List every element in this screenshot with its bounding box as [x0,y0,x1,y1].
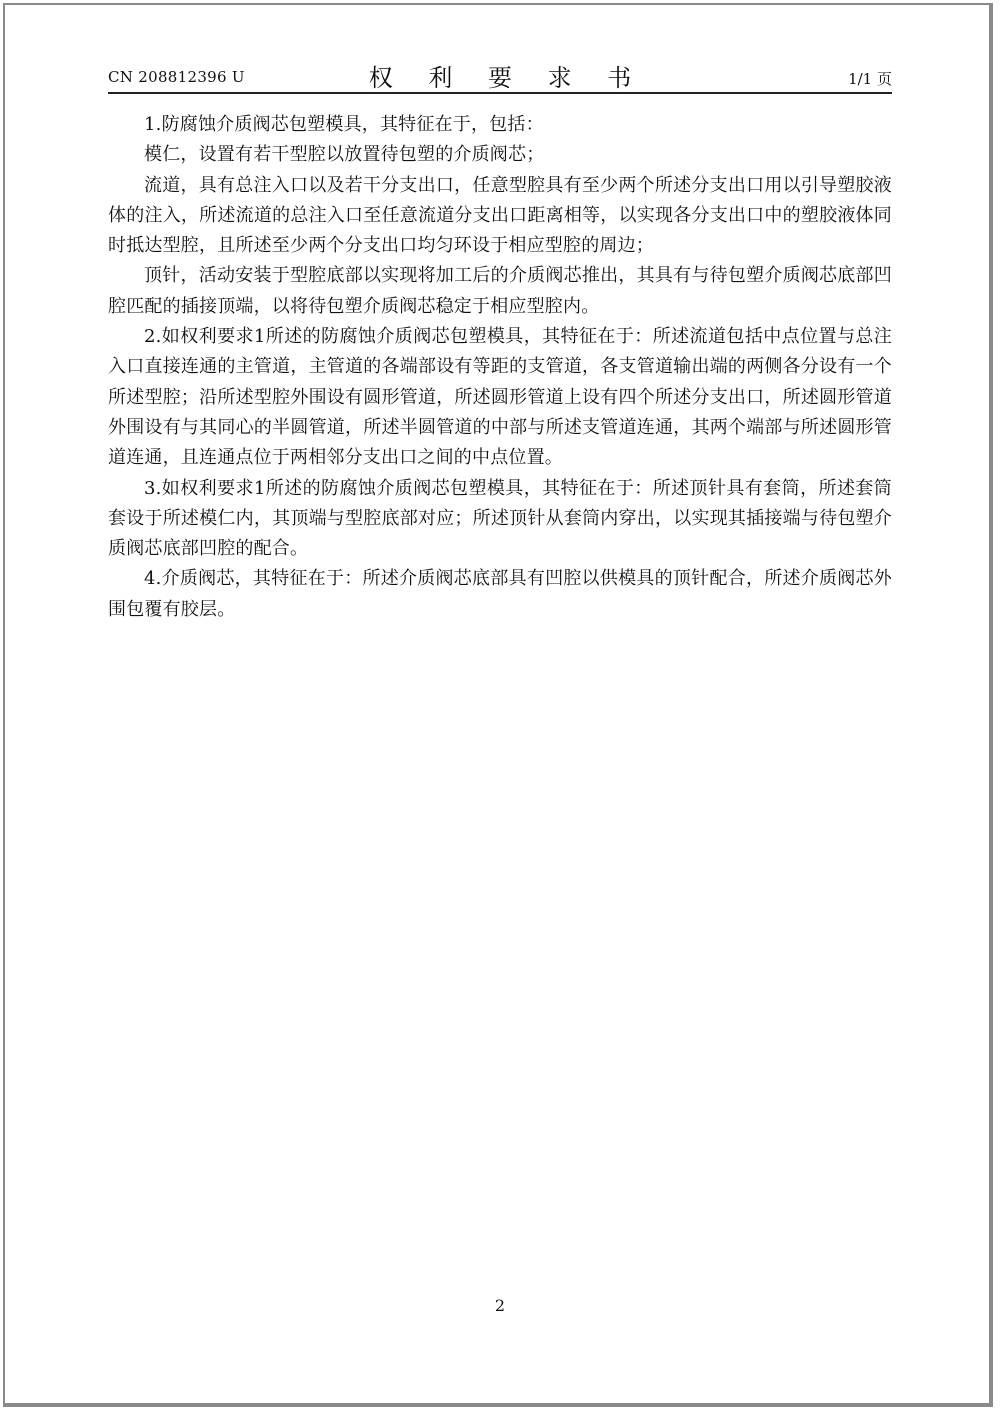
claim-3: 3.如权利要求1所述的防腐蚀介质阀芯包塑模具，其特征在于：所述顶针具有套筒，所述套筒套设于所述模仁内，其顶端与型腔底部对应；所述顶针从套筒内穿出，以实现其插接端与待包塑介质阀芯底部凹腔的配合。 [108,477,892,560]
page-header [108,52,892,92]
document-title: 权 利 要 求 书 [368,64,646,92]
claim-2: 2.如权利要求1所述的防腐蚀介质阀芯包塑模具，其特征在于：所述流道包括中点位置与总注入口直接连通的主管道，主管道的各端部设有等距的支管道，各支管道输出端的两侧各分设有一个所述型腔；沿所述型腔外围设有圆形管道，所述圆形管道上设有四个所述分支出口，所述圆形管道外围设有与其同心的半圆管道，所述半圆管道的中部与所述支管道连通，其两个端部与所述圆形管道连通，且连通点位于两相邻分支出口之间的中点位置。 [108,326,892,469]
publication-number: CN 208812396 U [108,68,245,86]
header-divider [108,92,892,94]
page-count: 1/1 页 [848,70,892,88]
claim-4: 4.介质阀芯，其特征在于：所述介质阀芯底部具有凹腔以供模具的顶针配合，所述介质阀芯外围包覆有胶层。 [108,568,892,620]
claims-body [108,110,892,625]
page-number: 2 [494,1296,506,1315]
claim-1-mold-core: 模仁，设置有若干型腔以放置待包塑的介质阀芯； [144,144,545,166]
claim-1-ejector-pin: 顶针，活动安装于型腔底部以实现将加工后的介质阀芯推出，其具有与待包塑介质阀芯底部凹腔匹配的插接顶端，以将待包塑介质阀芯稳定于相应型腔内。 [108,265,892,317]
claim-1-intro: 1.防腐蚀介质阀芯包塑模具，其特征在于，包括： [144,114,544,135]
claim-1-runner: 流道，具有总注入口以及若干分支出口，任意型腔具有至少两个所述分支出口用以引导塑胶液体的注入，所述流道的总注入口至任意流道分支出口距离相等，以实现各分支出口中的塑胶液体同时抵达型腔，且所述至少两个分支出口均匀环设于相应型腔的周边； [108,174,892,257]
